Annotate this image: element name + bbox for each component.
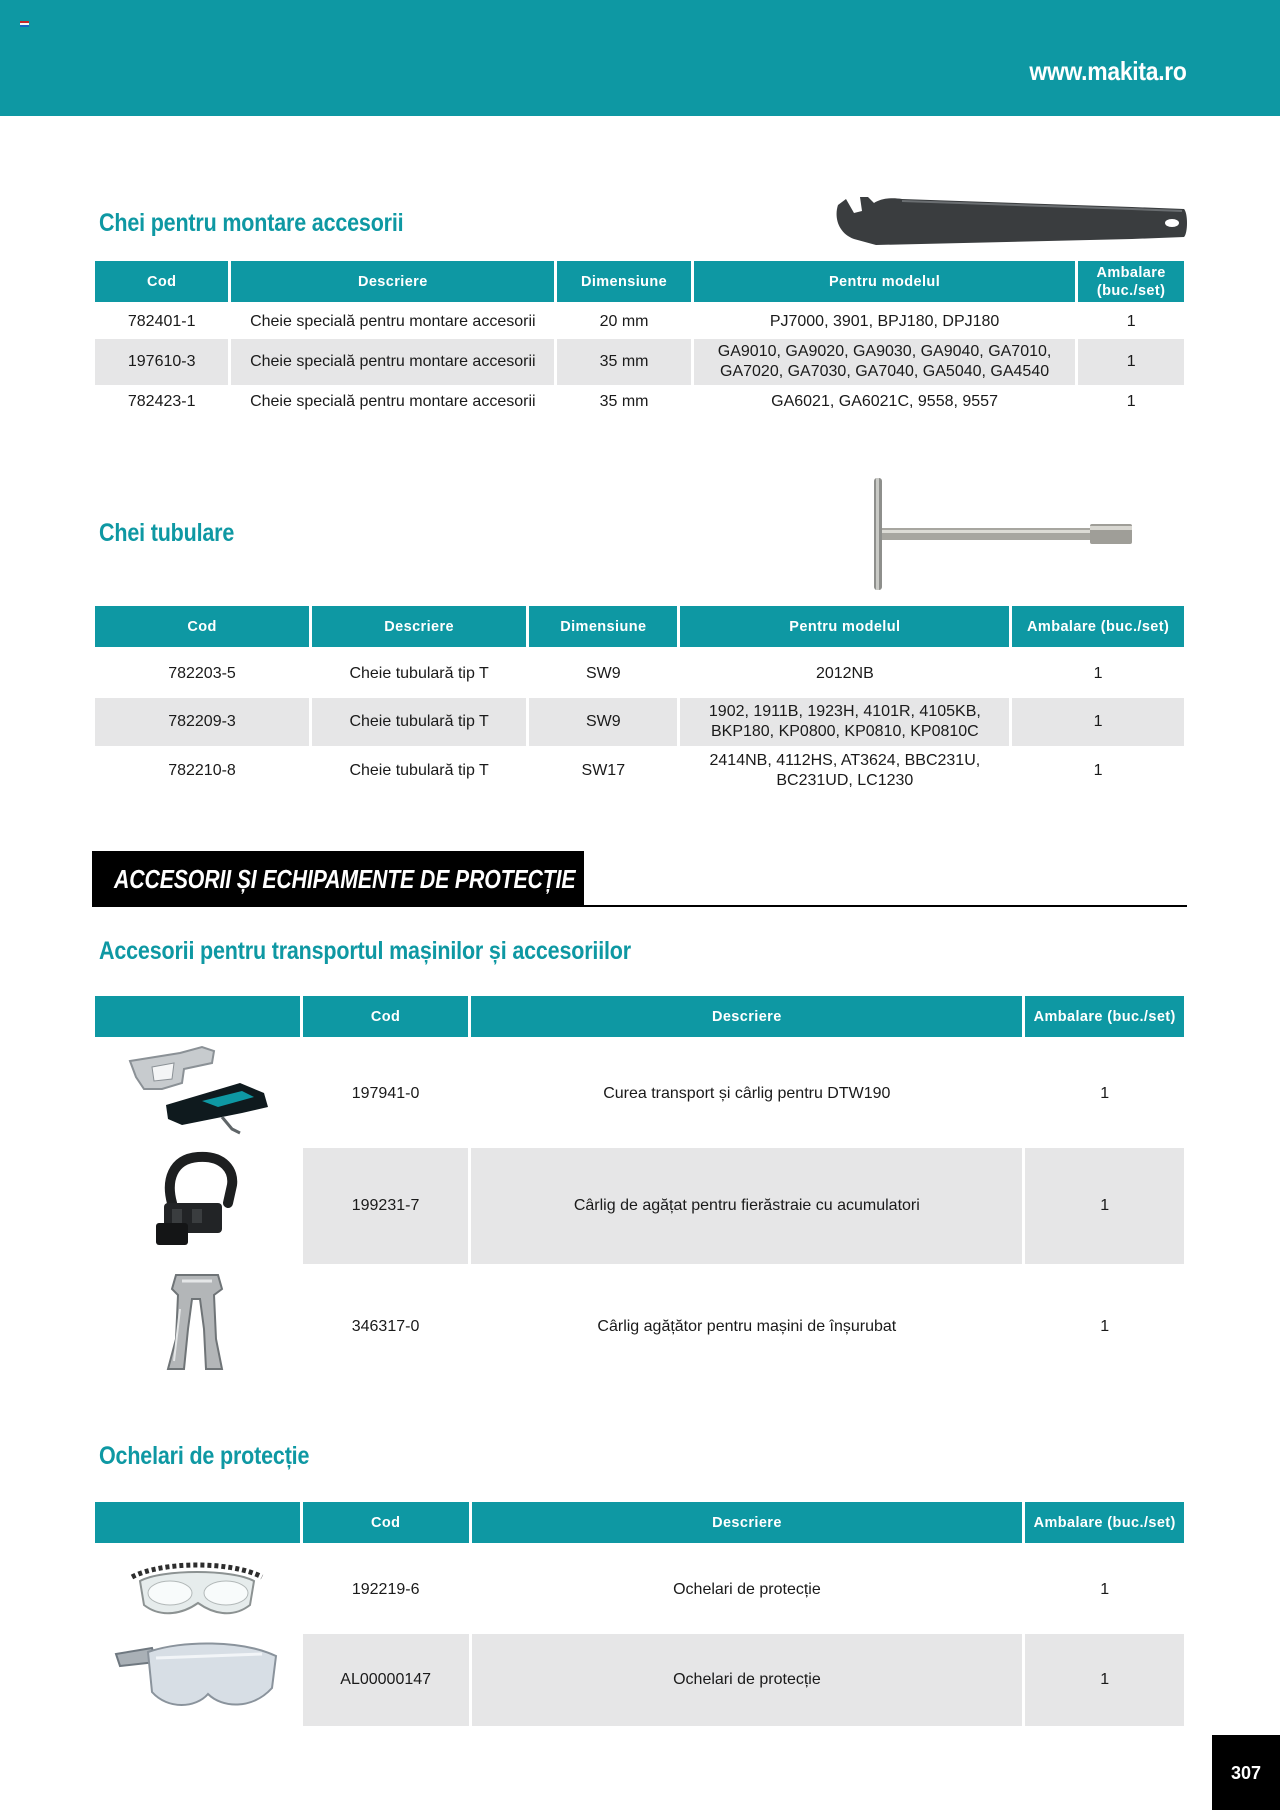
table-header-row [95,606,1184,650]
cell-model: 2012NB [815,665,874,682]
cell-image [95,1546,300,1634]
cell-cod: 346317-0 [351,1318,420,1335]
table-row [95,1634,1184,1726]
metal-clip-image [152,1269,242,1379]
category-banner-title: ACCESORII ȘI ECHIPAMENTE DE PROTECȚIE [114,864,576,894]
column-header: Cod [303,996,469,1040]
model-line: GA7020, GA7030, GA7040, GA5040, GA4540 [720,363,1050,380]
cell-dimensiune: 35 mm [599,393,649,410]
cell-cod: AL00000147 [303,1634,469,1726]
model-line: 1902, 1911B, 1923H, 4101R, 4105KB, [708,703,981,720]
cell-cod: 782423-1 [127,393,196,410]
category-banner [92,851,584,907]
cell-cod: 782209-3 [95,698,309,746]
cell-dimensiune: SW9 [585,665,621,682]
cell-cod: 782401-1 [127,313,196,330]
glasses-image [112,1634,282,1720]
column-header: Descriere [472,1502,1023,1546]
cell-descriere: Ochelari de protecție [673,1581,821,1598]
cell-model: GA6021, GA6021C, 9558, 9557 [771,393,998,410]
column-header: Cod [303,1502,469,1546]
table-chei-montare [92,261,1187,419]
column-header [95,1502,300,1546]
table-row [95,1148,1184,1264]
section-title-ochelari: Ochelari de protecție [99,1442,310,1470]
column-header: Dimensiune [557,261,691,305]
cell-model [680,698,1009,746]
cell-descriere: Cârlig agățător pentru mașini de înșurubat [597,1318,897,1335]
table-header-row [95,996,1184,1040]
cell-ambalare: 1 [1126,313,1136,330]
strap-and-hook-image [122,1043,272,1139]
cell-ambalare: 1 [1012,698,1184,746]
table-header-row [95,261,1184,305]
cell-model [680,746,1009,796]
cell-ambalare: 1 [1025,1634,1184,1726]
flag-icon [20,21,29,27]
cell-descriere: Ochelari de protecție [472,1634,1023,1726]
banner-divider [92,905,1187,907]
cell-image [95,1040,300,1148]
column-header: Dimensiune [529,606,677,650]
column-header: Descriere [231,261,554,305]
cell-dimensiune: 20 mm [599,313,649,330]
cell-cod: 782210-8 [168,762,236,779]
cell-descriere: Curea transport și cârlig pentru DTW190 [603,1085,891,1102]
column-header: Descriere [312,606,526,650]
cell-ambalare: 1 [1100,1581,1110,1598]
black-hook-image [142,1151,252,1255]
model-line: GA9010, GA9020, GA9030, GA9040, GA7010, [717,343,1052,360]
table-row [95,339,1184,385]
page-number-box [1212,1735,1280,1810]
table-header-row [95,1502,1184,1546]
cell-ambalare: 1 [1025,1148,1184,1264]
column-header [95,996,300,1040]
column-header: Ambalare (buc./set) [1025,996,1184,1040]
column-header: Cod [95,261,228,305]
model-line: 2414NB, 4112HS, AT3624, BBC231U, [709,752,981,769]
cell-descriere: Cheie specială pentru montare accesorii [231,339,554,385]
model-line: BKP180, KP0800, KP0810, KP0810C [710,723,979,740]
table-row [95,1264,1184,1390]
cell-image [95,1148,300,1264]
column-header: Ambalare (buc./set) [1078,261,1184,305]
cell-ambalare: 1 [1100,1318,1110,1335]
page-number: 307 [1230,1763,1262,1783]
table-row [95,746,1184,796]
column-header: Ambalare (buc./set) [1012,606,1184,650]
site-url[interactable]: www.makita.ro [1029,56,1187,86]
table-chei-tubulare [92,606,1187,796]
cell-ambalare: 1 [1078,339,1184,385]
table-ochelari [92,1502,1187,1726]
section-title-transport: Accesorii pentru transportul mașinilor și accesoriilor [99,937,631,965]
table-row [95,305,1184,339]
header-bar [0,0,1280,116]
cell-model [694,339,1075,385]
table-transport [92,996,1187,1390]
table-row [95,1040,1184,1148]
column-header: Cod [95,606,309,650]
pin-spanner-image [832,193,1190,251]
cell-descriere: Cârlig de agățat pentru fierăstraie cu acumulatori [471,1148,1022,1264]
table-row [95,698,1184,746]
table-row [95,1546,1184,1634]
cell-model: PJ7000, 3901, BPJ180, DPJ180 [769,313,1000,330]
cell-cod: 192219-6 [351,1581,420,1598]
cell-cod: 199231-7 [303,1148,469,1264]
section-title-chei-tubulare: Chei tubulare [99,519,235,547]
cell-descriere: Cheie tubulară tip T [349,665,489,682]
cell-cod: 197610-3 [95,339,228,385]
column-header: Pentru modelul [694,261,1075,305]
cell-dimensiune: SW17 [581,762,626,779]
table-row [95,650,1184,698]
column-header: Pentru modelul [680,606,1009,650]
cell-descriere: Cheie tubulară tip T [349,762,489,779]
cell-descriere: Cheie specială pentru montare accesorii [250,313,536,330]
column-header: Descriere [471,996,1022,1040]
cell-descriere: Cheie tubulară tip T [312,698,526,746]
table-row [95,385,1184,419]
cell-image [95,1264,300,1390]
cell-cod: 197941-0 [351,1085,420,1102]
cell-dimensiune: SW9 [529,698,677,746]
cell-ambalare: 1 [1093,762,1103,779]
cell-dimensiune: 35 mm [557,339,691,385]
cell-ambalare: 1 [1126,393,1136,410]
section-title-chei-montare: Chei pentru montare accesorii [99,209,404,237]
goggles-image [122,1547,272,1627]
cell-image [95,1634,300,1726]
cell-cod: 782203-5 [168,665,236,682]
t-socket-wrench-image [868,476,1140,592]
column-header: Ambalare (buc./set) [1025,1502,1184,1546]
cell-ambalare: 1 [1100,1085,1110,1102]
model-line: BC231UD, LC1230 [776,772,914,789]
cell-descriere: Cheie specială pentru montare accesorii [250,393,536,410]
cell-ambalare: 1 [1093,665,1103,682]
